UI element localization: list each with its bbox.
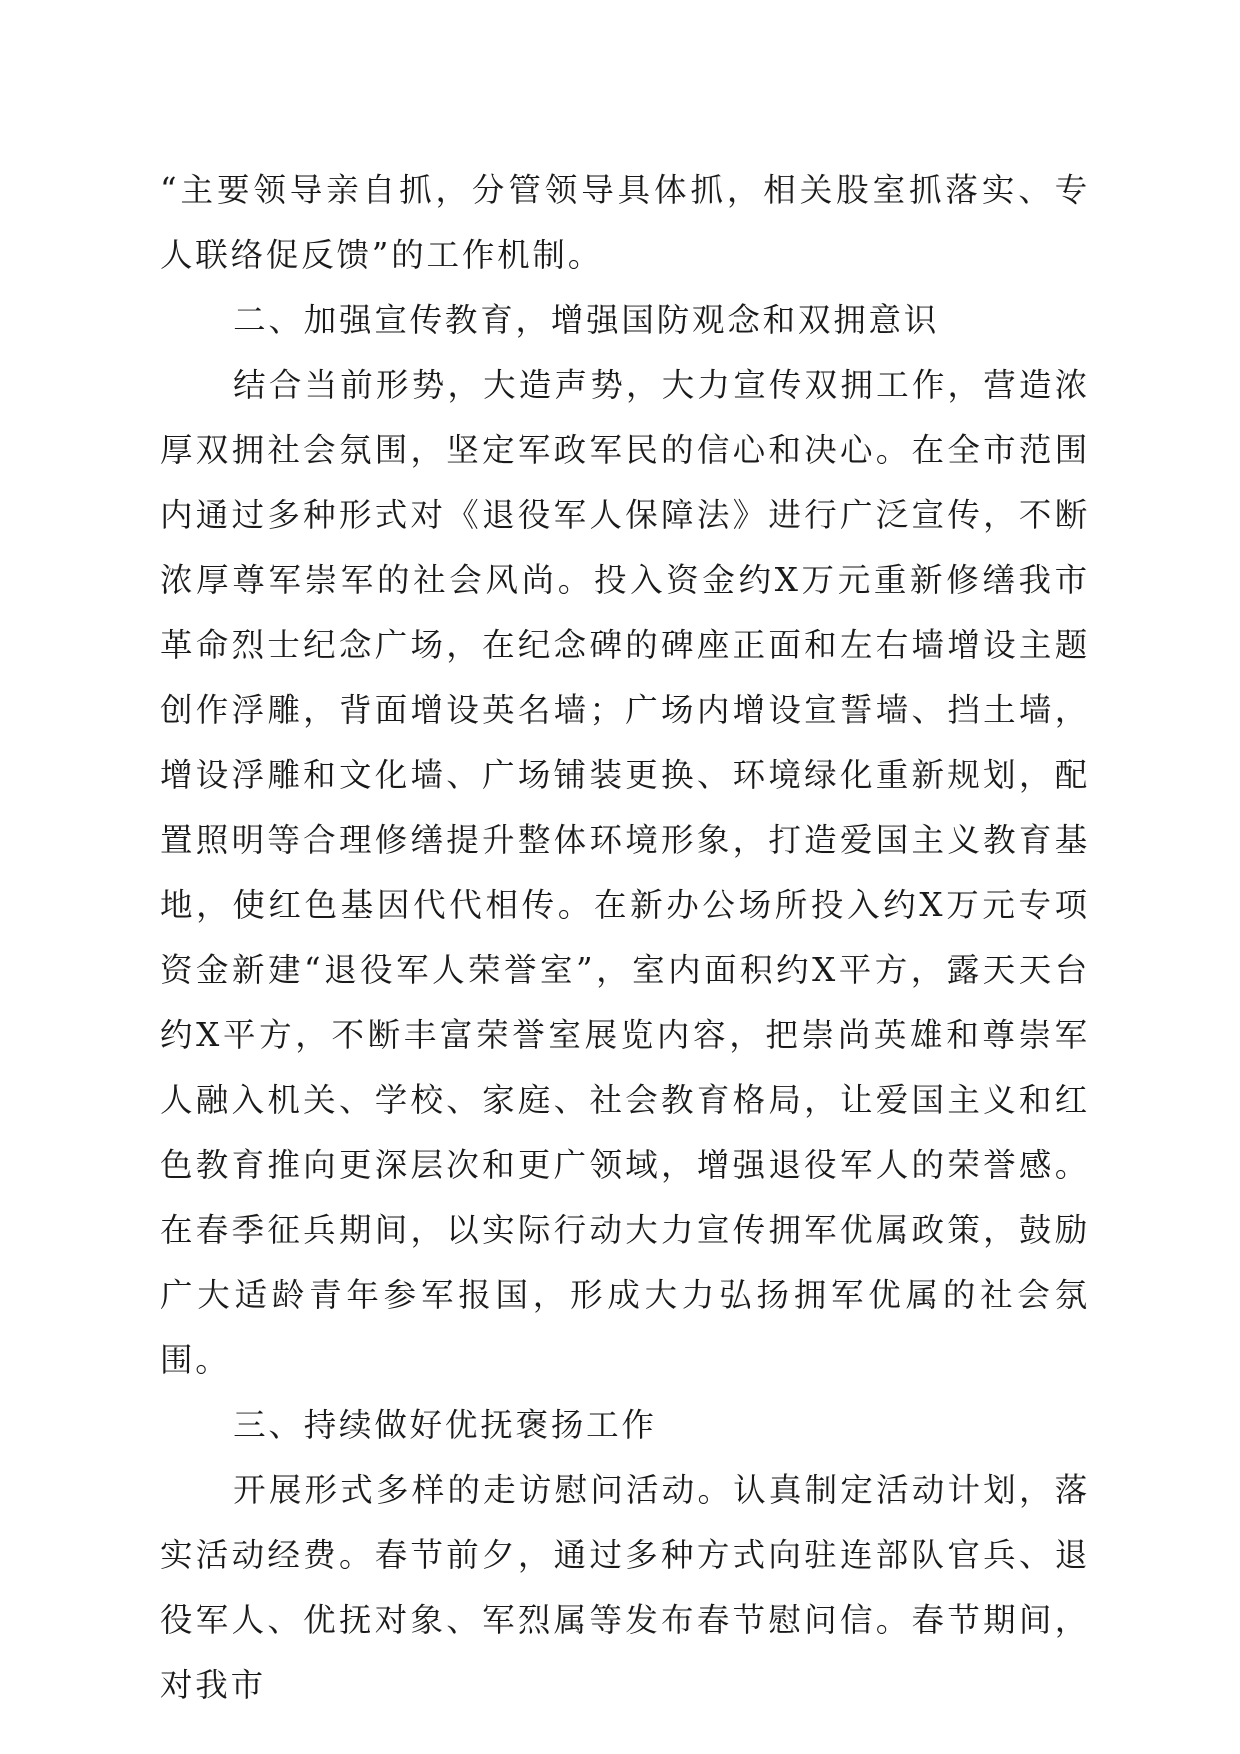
paragraph-continuation: “主要领导亲自抓，分管领导具体抓，相关股室抓落实、专人联络促反馈”的工作机制。 (160, 171, 1090, 274)
document-body (160, 158, 1090, 1718)
section-heading-three: 三、持续做好优抚褒扬工作 (233, 1406, 657, 1444)
section-heading-two: 二、加强宣传教育，增强国防观念和双拥意识 (233, 301, 940, 339)
paragraph-publicity: 结合当前形势，大造声势，大力宣传双拥工作，营造浓厚双拥社会氛围，坚定军政军民的信心和决心。在全市范围内通过多种形式对《退役军人保障法》进行广泛宣传，不断浓厚尊军崇军的社会风尚。投入资金约X万元重新修缮我市革命烈士纪念广场，在纪念碑的碑座正面和左右墙增设主题创作浮雕，背面增设英名墙；广场内增设宣誓墙、挡土墙，增设浮雕和文化墙、广场铺装更换、环境绿化重新规划，配置照明等合理修缮提升整体环境形象，打造爱国主义教育基地，使红色基因代代相传。在新办公场所投入约X万元专项资金新建“退役军人荣誉室”，室内面积约X平方，露天天台约X平方，不断丰富荣誉室展览内容，把崇尚英雄和尊崇军人融入机关、学校、家庭、社会教育格局，让爱国主义和红色教育推向更深层次和更广领域，增强退役军人的荣誉感。在春季征兵期间，以实际行动大力宣传拥军优属政策，鼓励广大适龄青年参军报国，形成大力弘扬拥军优属的社会氛围。 (160, 366, 1090, 1379)
paragraph-visits: 开展形式多样的走访慰问活动。认真制定活动计划，落实活动经费。春节前夕，通过多种方式向驻连部队官兵、退役军人、优抚对象、军烈属等发布春节慰问信。春节期间，对我市 (160, 1471, 1090, 1704)
